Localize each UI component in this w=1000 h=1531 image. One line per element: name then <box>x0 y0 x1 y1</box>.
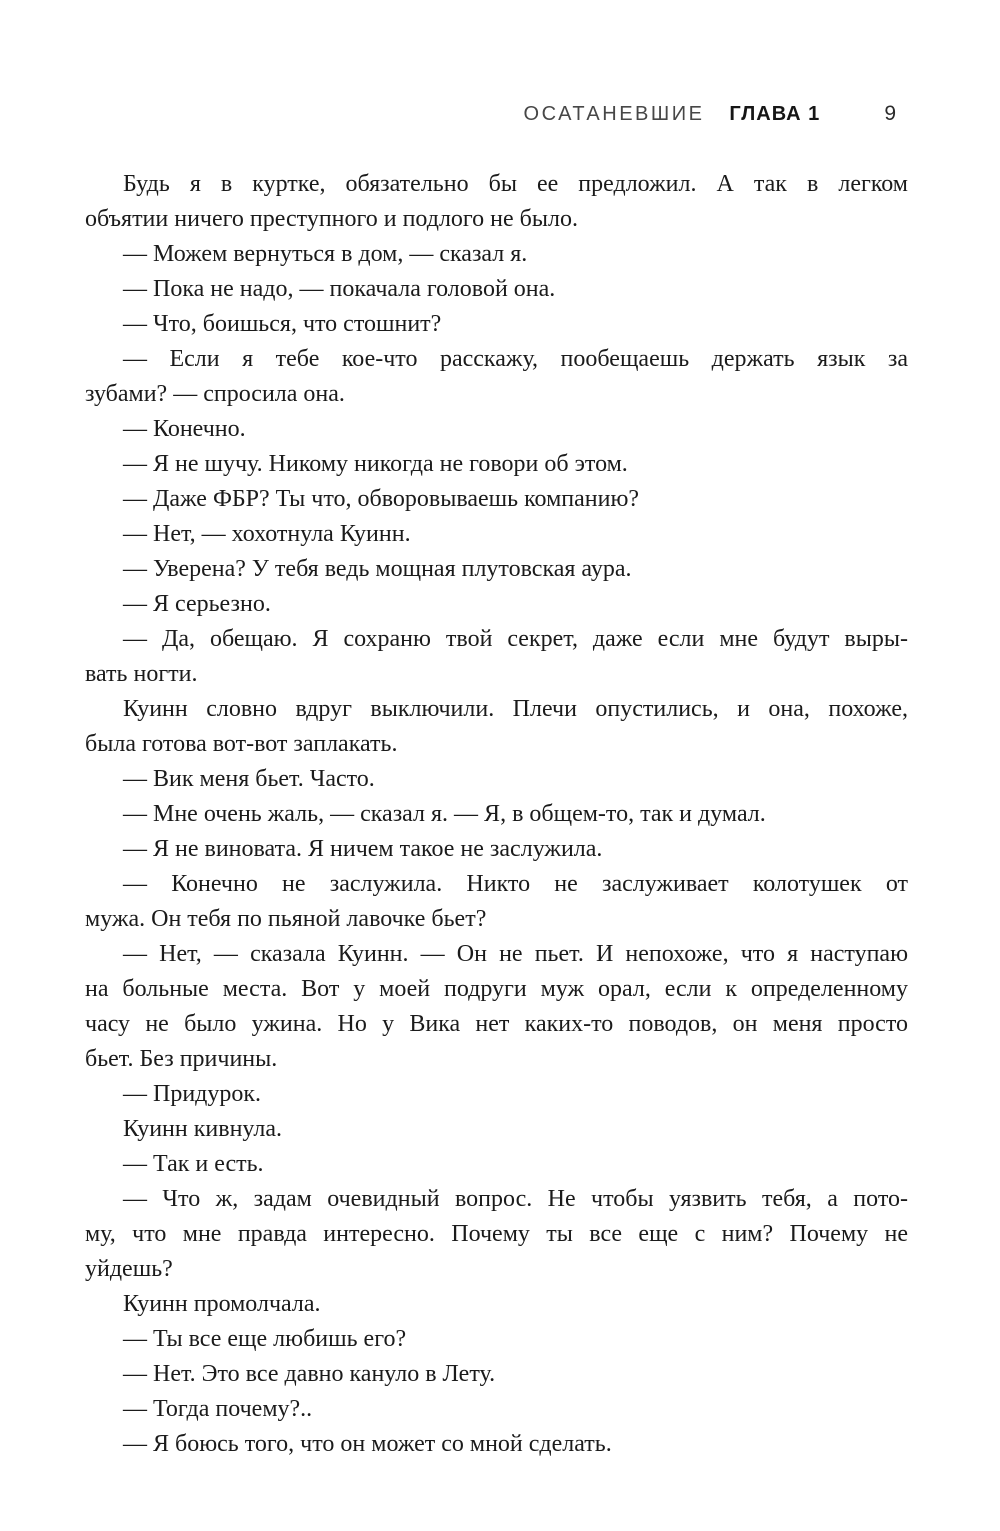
paragraph <box>85 1287 908 1322</box>
text-line: бьет. Без причины. <box>85 1046 278 1072</box>
text-line: — Ты все еще любишь его? <box>123 1326 407 1352</box>
paragraph <box>85 1322 908 1357</box>
text-line: — Я не виновата. Я ничем такое не заслужила. <box>123 836 603 862</box>
text-line: часу не было ужина. Но у Вика нет каких-то поводов, он меня просто <box>85 1011 908 1037</box>
text-line: — Мне очень жаль, — сказал я. — Я, в общем-то, так и думал. <box>123 801 766 827</box>
page-number: 9 <box>884 102 896 125</box>
text-line: — Я боюсь того, что он может со мной сделать. <box>123 1431 612 1457</box>
text-line: — Конечно не заслужила. Никто не заслуживает колотушек от <box>123 871 908 897</box>
text-line: — Уверена? У тебя ведь мощная плутовская аура. <box>123 556 632 582</box>
paragraph <box>85 1392 908 1427</box>
text-line: — Конечно. <box>123 416 246 442</box>
paragraph <box>85 937 908 1077</box>
text-line: — Тогда почему?.. <box>123 1396 313 1422</box>
paragraph <box>85 307 908 342</box>
paragraph <box>85 832 908 867</box>
text-line: — Так и есть. <box>123 1151 264 1177</box>
text-line: была готова вот-вот заплакать. <box>85 731 398 757</box>
text-line: зубами? — спросила она. <box>85 381 345 407</box>
paragraph <box>85 552 908 587</box>
text-line: — Нет, — сказала Куинн. — Он не пьет. И непохоже, что я наступаю <box>123 941 908 967</box>
paragraph <box>85 762 908 797</box>
paragraph <box>85 1147 908 1182</box>
paragraph <box>85 517 908 552</box>
text-line: — Нет. Это все давно кануло в Лету. <box>123 1361 496 1387</box>
text-line: на больные места. Вот у моей подруги муж орал, если к определенному <box>85 976 908 1002</box>
text-line: мужа. Он тебя по пьяной лавочке бьет? <box>85 906 487 932</box>
text-line: — Я не шучу. Никому никогда не говори об этом. <box>123 451 628 477</box>
paragraph <box>85 622 908 692</box>
text-line: — Если я тебе кое-что расскажу, пообещаешь держать язык за <box>123 346 908 372</box>
paragraph <box>85 587 908 622</box>
chapter-label: ГЛАВА 1 <box>729 103 821 125</box>
paragraph <box>85 167 908 237</box>
text-line: Куинн промолчала. <box>123 1291 321 1317</box>
text-line: — Нет, — хохотнула Куинн. <box>123 521 411 547</box>
paragraph <box>85 1077 908 1112</box>
text-line: — Да, обещаю. Я сохраню твой секрет, даже если мне будут выры- <box>123 626 908 652</box>
paragraph <box>85 237 908 272</box>
paragraph <box>85 692 908 762</box>
text-line: вать ногти. <box>85 661 198 687</box>
paragraph <box>85 797 908 832</box>
text-line: Будь я в куртке, обязательно бы ее предложил. А так в легком <box>123 171 908 197</box>
text-line: Куинн кивнула. <box>123 1116 282 1142</box>
text-line: Куинн словно вдруг выключили. Плечи опустились, и она, похоже, <box>123 696 908 722</box>
paragraph <box>85 1182 908 1287</box>
text-line: уйдешь? <box>85 1256 173 1282</box>
text-line: объятии ничего преступного и подлого не было. <box>85 206 578 232</box>
text-line: — Можем вернуться в дом, — сказал я. <box>123 241 528 267</box>
text-line: — Я серьезно. <box>123 591 271 617</box>
text-line: — Вик меня бьет. Часто. <box>123 766 375 792</box>
paragraph <box>85 867 908 937</box>
text-line: — Даже ФБР? Ты что, обворовываешь компанию? <box>123 486 640 512</box>
paragraph <box>85 342 908 412</box>
paragraph <box>85 482 908 517</box>
book-title: ОСАТАНЕВШИЕ <box>523 103 705 125</box>
text-line: — Пока не надо, — покачала головой она. <box>123 276 556 302</box>
text-line: — Придурок. <box>123 1081 262 1107</box>
text-line: — Что ж, задам очевидный вопрос. Не чтобы уязвить тебя, а пото- <box>123 1186 908 1212</box>
paragraph <box>85 272 908 307</box>
paragraph <box>85 1427 908 1462</box>
paragraph <box>85 1357 908 1392</box>
paragraph <box>85 1112 908 1147</box>
text-line: му, что мне правда интересно. Почему ты все еще с ним? Почему не <box>85 1221 908 1247</box>
running-header <box>85 102 908 126</box>
text-line: — Что, боишься, что стошнит? <box>123 311 442 337</box>
paragraph <box>85 447 908 482</box>
paragraph <box>85 412 908 447</box>
page-body <box>85 167 908 1462</box>
